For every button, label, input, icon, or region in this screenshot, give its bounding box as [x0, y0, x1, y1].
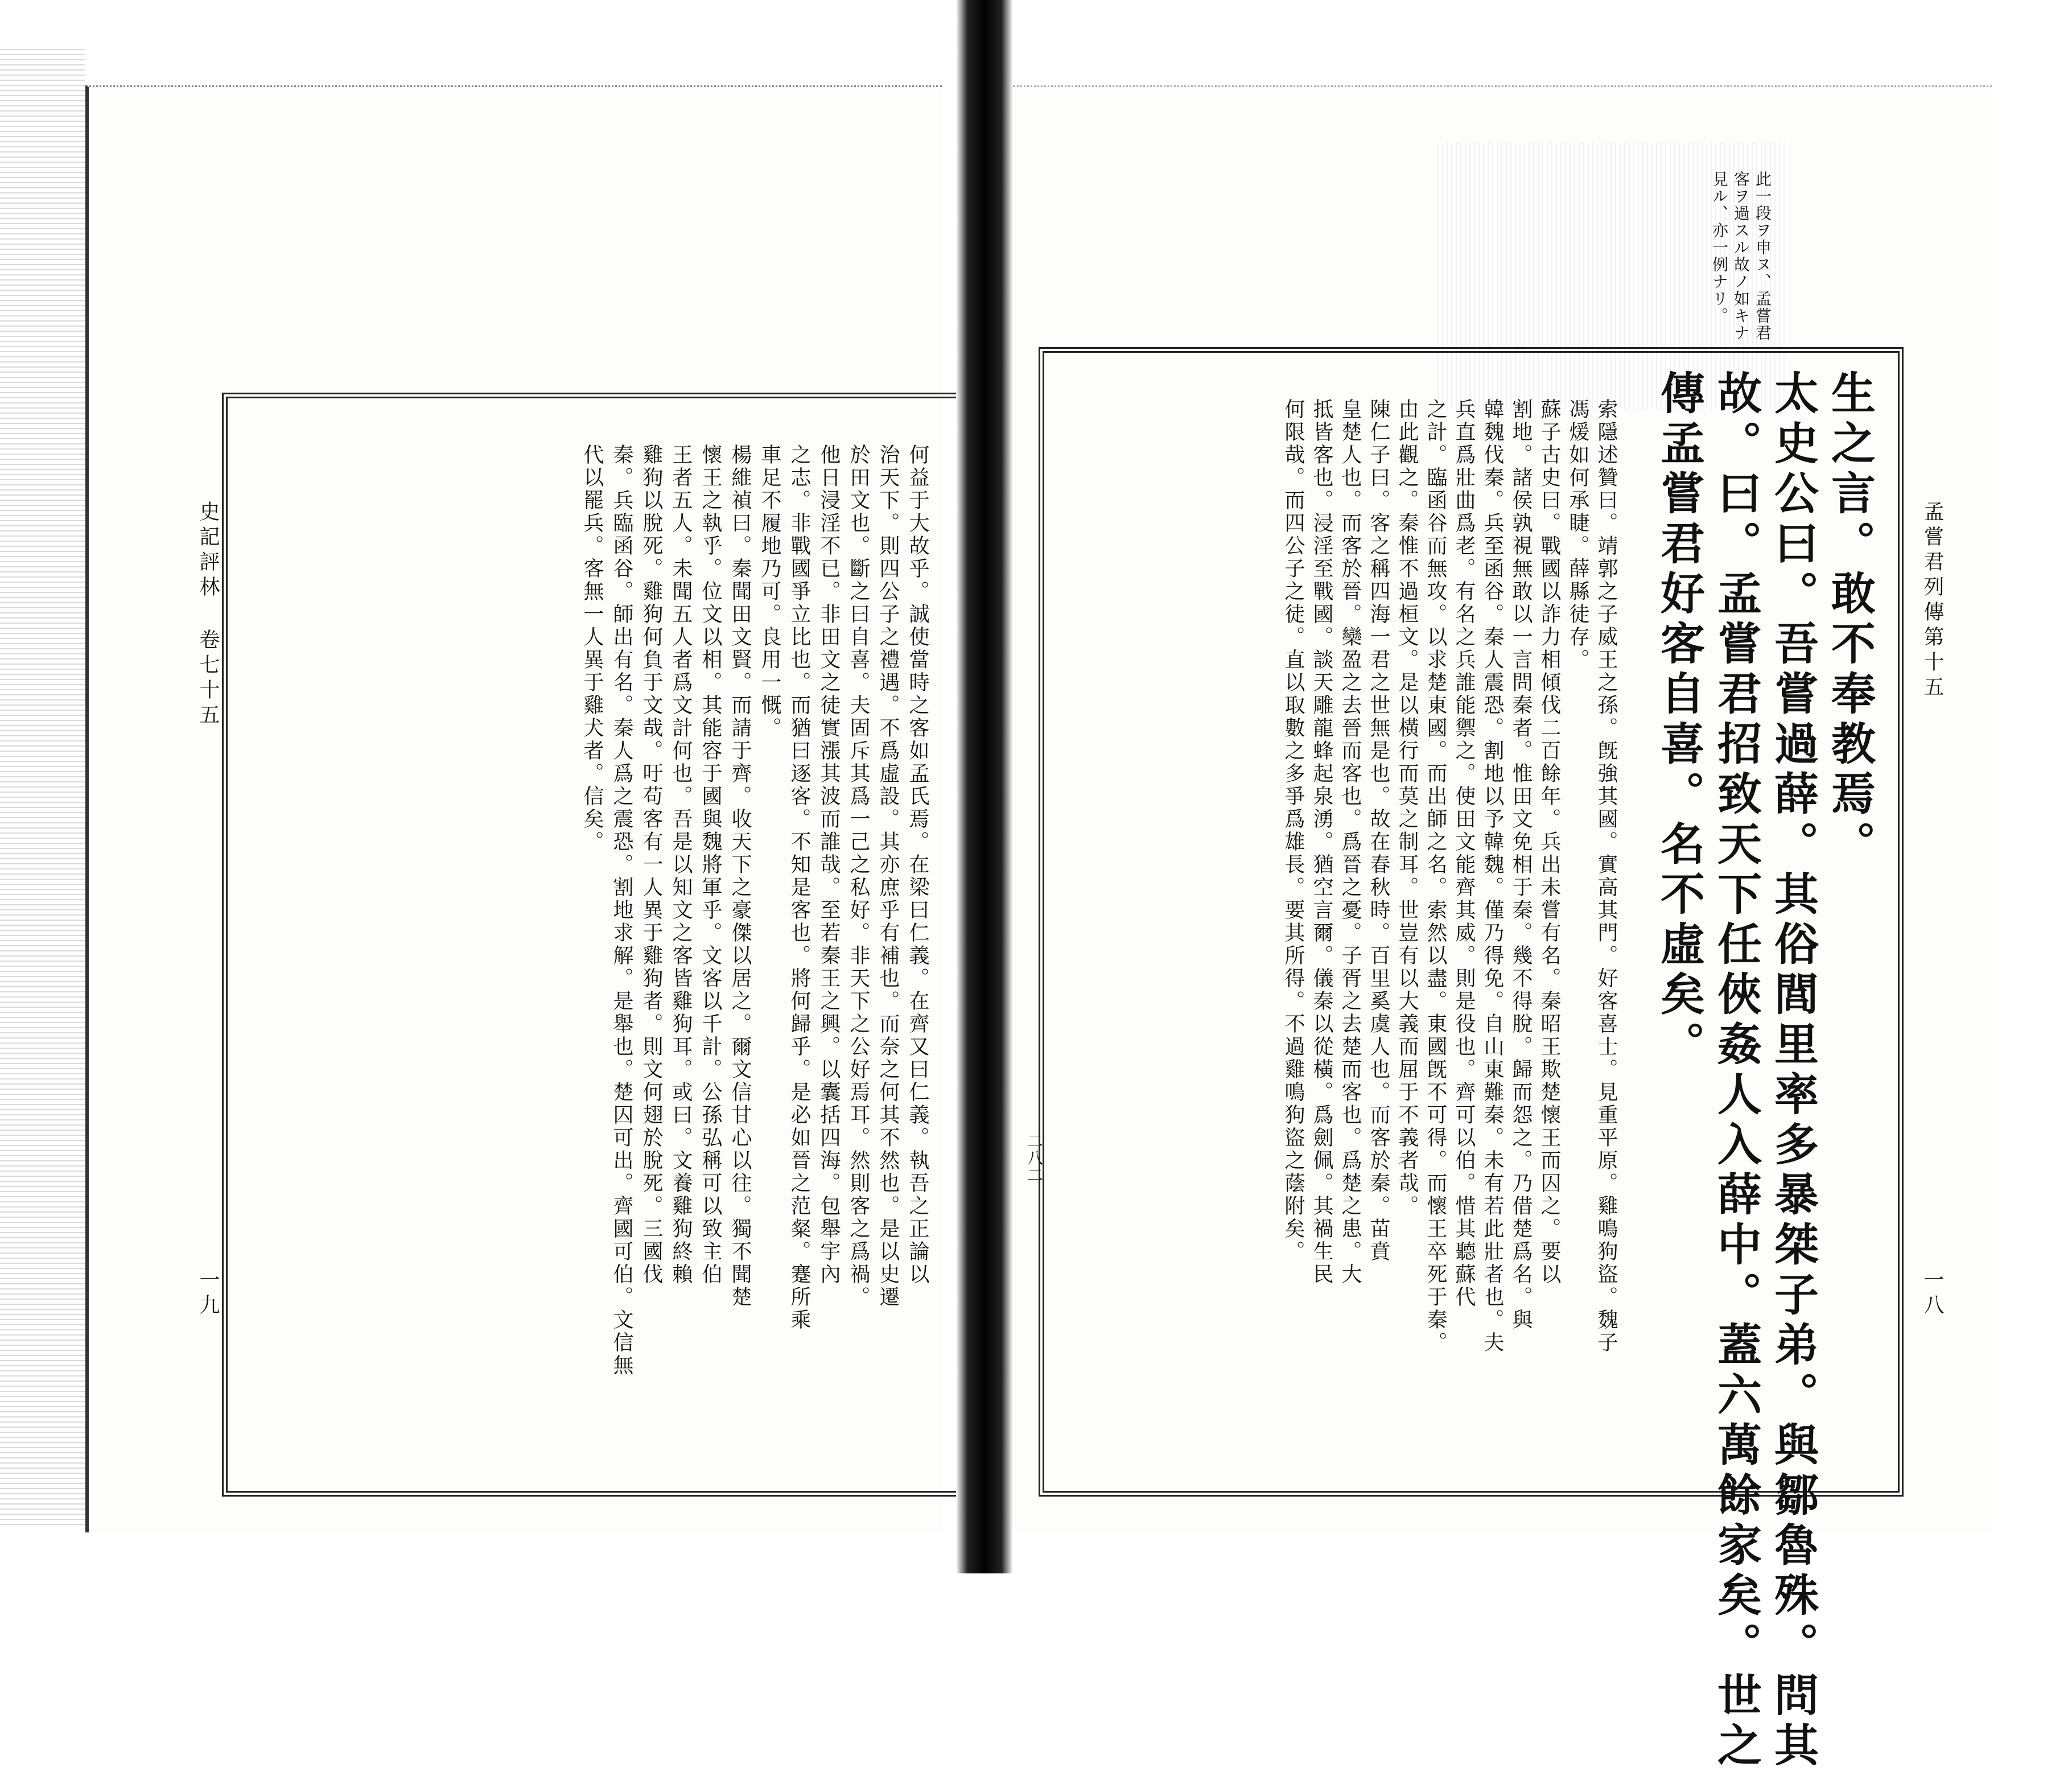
commentary-column: 何益于大故乎。誠使當時之客如孟氏焉。在梁曰仁義。在齊又曰仁義。執吾之正論以 — [906, 444, 929, 1286]
right-page-number: 一八 — [1921, 1269, 1944, 1319]
commentary-column: 由此觀之。秦惟不過桓文。是以橫行而莫之制耳。世豈有以大義而屈于不義者哉。 — [1395, 398, 1419, 1218]
main-text-column: 傳孟嘗君好客自喜。名不虛矣。 — [1653, 370, 1705, 1071]
commentary-column: 王者五人。未聞五人者爲文計何也。吾是以知文之客皆雞狗耳。或曰。文養雞狗終賴 — [669, 444, 693, 1286]
commentary-column: 懷王之執乎。位文以相。其能容于國與魏將軍乎。文客以千計。公孫弘稱可以致主伯 — [699, 444, 722, 1286]
margin-note-column: 客ヲ過スル故ノ如キナ — [1732, 171, 1750, 341]
commentary-column: 陳仁子曰。客之稱四海一君之世無是也。故在春秋時。百里奚虞人也。而客於秦。苗賁 — [1367, 398, 1390, 1263]
commentary-column: 雞狗以脫死。雞狗何負于文哉。吁苟客有一人異于雞狗者。則文何翅於脫死。三國伐 — [640, 444, 663, 1286]
commentary-column: 割地。諸侯孰視無敢以一言問秦者。惟田文免相于秦。幾不得脫。歸而怨之。乃借楚爲名。與 — [1509, 398, 1533, 1332]
commentary-column: 秦。兵臨函谷。師出有名。秦人爲之震恐。割地求解。是舉也。楚囚可出。齊國可伯。文信無 — [610, 444, 633, 1377]
commentary-column: 之計。臨函谷而無攻。以求楚東國。而出師之名。索然以盡。東國旣不可得。而懷王卒死于秦。 — [1424, 398, 1447, 1354]
main-text-column: 太史公曰。吾嘗過薛。其俗閭里率多暴桀子弟。與鄒魯殊。問其 — [1767, 370, 1819, 1772]
commentary-column: 蘇子古史曰。戰國以詐力相傾伐二百餘年。兵出未嘗有名。秦昭王欺楚懷王而囚之。要以 — [1538, 398, 1561, 1286]
right-running-title: 孟嘗君列傳第十五 — [1921, 501, 1944, 701]
commentary-column: 於田文也。斷之曰自喜。夫固斥其爲一己之私好。非天下之公好焉耳。然則客之爲禍。 — [847, 444, 870, 1309]
commentary-column: 索隱述贊曰。靖郭之子威王之孫。旣強其國。實高其門。好客喜士。見重平原。雞鳴狗盜。魏子 — [1595, 398, 1618, 1354]
book-spine — [956, 0, 1013, 1573]
commentary-column: 之志。非戰國爭立比也。而猶曰逐客。不知是客也。將何歸乎。是必如晉之范粲。蹇所乘 — [788, 444, 811, 1332]
margin-note-column: 見ル、亦一例ナリ。 — [1710, 171, 1729, 324]
commentary-column: 皇楚人也。而客於晉。欒盈之去晉而客也。爲晉之憂。子胥之去楚而客也。爲楚之患。大 — [1338, 398, 1362, 1286]
commentary-column: 他日浸淫不已。非田文之徒實漲其波而誰哉。至若秦王之興。以囊括四海。包舉宇內 — [817, 444, 841, 1286]
main-text-column: 故。曰。孟嘗君招致天下任俠姦人入薛中。蓋六萬餘家矣。世之 — [1710, 370, 1762, 1772]
right-gutter-number: 二八二 — [1025, 1132, 1044, 1184]
commentary-column: 車足不履地乃可。良用一慨。 — [758, 444, 781, 740]
commentary-column: 楊維禎曰。秦聞田文賢。而請于齊。收天下之豪傑以居之。爾文信甘心以往。獨不聞楚 — [728, 444, 752, 1309]
left-page-number: 一九 — [196, 1269, 220, 1319]
commentary-column: 兵直爲壯曲爲老。有名之兵誰能禦之。使田文能齊其威。則是役也。齊可以伯。惜其聽蘇代 — [1452, 398, 1476, 1309]
scan-edge-speckle — [0, 46, 85, 1525]
left-running-title: 史記評林 卷七十五 — [196, 501, 220, 729]
commentary-column: 抵皆客也。浸淫至戰國。談天雕龍蜂起泉湧。猶空言爾。儀秦以從橫。爲劍佩。其禍生民 — [1310, 398, 1333, 1286]
commentary-column: 治天下。則四公子之禮遇。不爲虛設。其亦庶乎有補也。而奈之何其不然也。是以史遷 — [876, 444, 900, 1309]
commentary-column: 何限哉。而四公子之徒。直以取數之多爭爲雄長。要其所得。不過雞鳴狗盜之蔭附矣。 — [1282, 398, 1305, 1263]
commentary-column: 馮煖如何承睫。薛縣徒存。 — [1566, 398, 1589, 671]
margin-note-column: 此一段ヲ申ヌ、孟嘗君 — [1753, 171, 1772, 341]
commentary-column: 韓魏伐秦。兵至函谷。秦人震恐。割地以予韓魏。僅乃得免。自山東難秦。未有若此壯者也。夫 — [1481, 398, 1504, 1354]
main-text-column: 生之言。敢不奉教焉。 — [1824, 370, 1876, 871]
commentary-column: 代以罷兵。客無一人異于雞犬者。信矣。 — [580, 444, 604, 854]
